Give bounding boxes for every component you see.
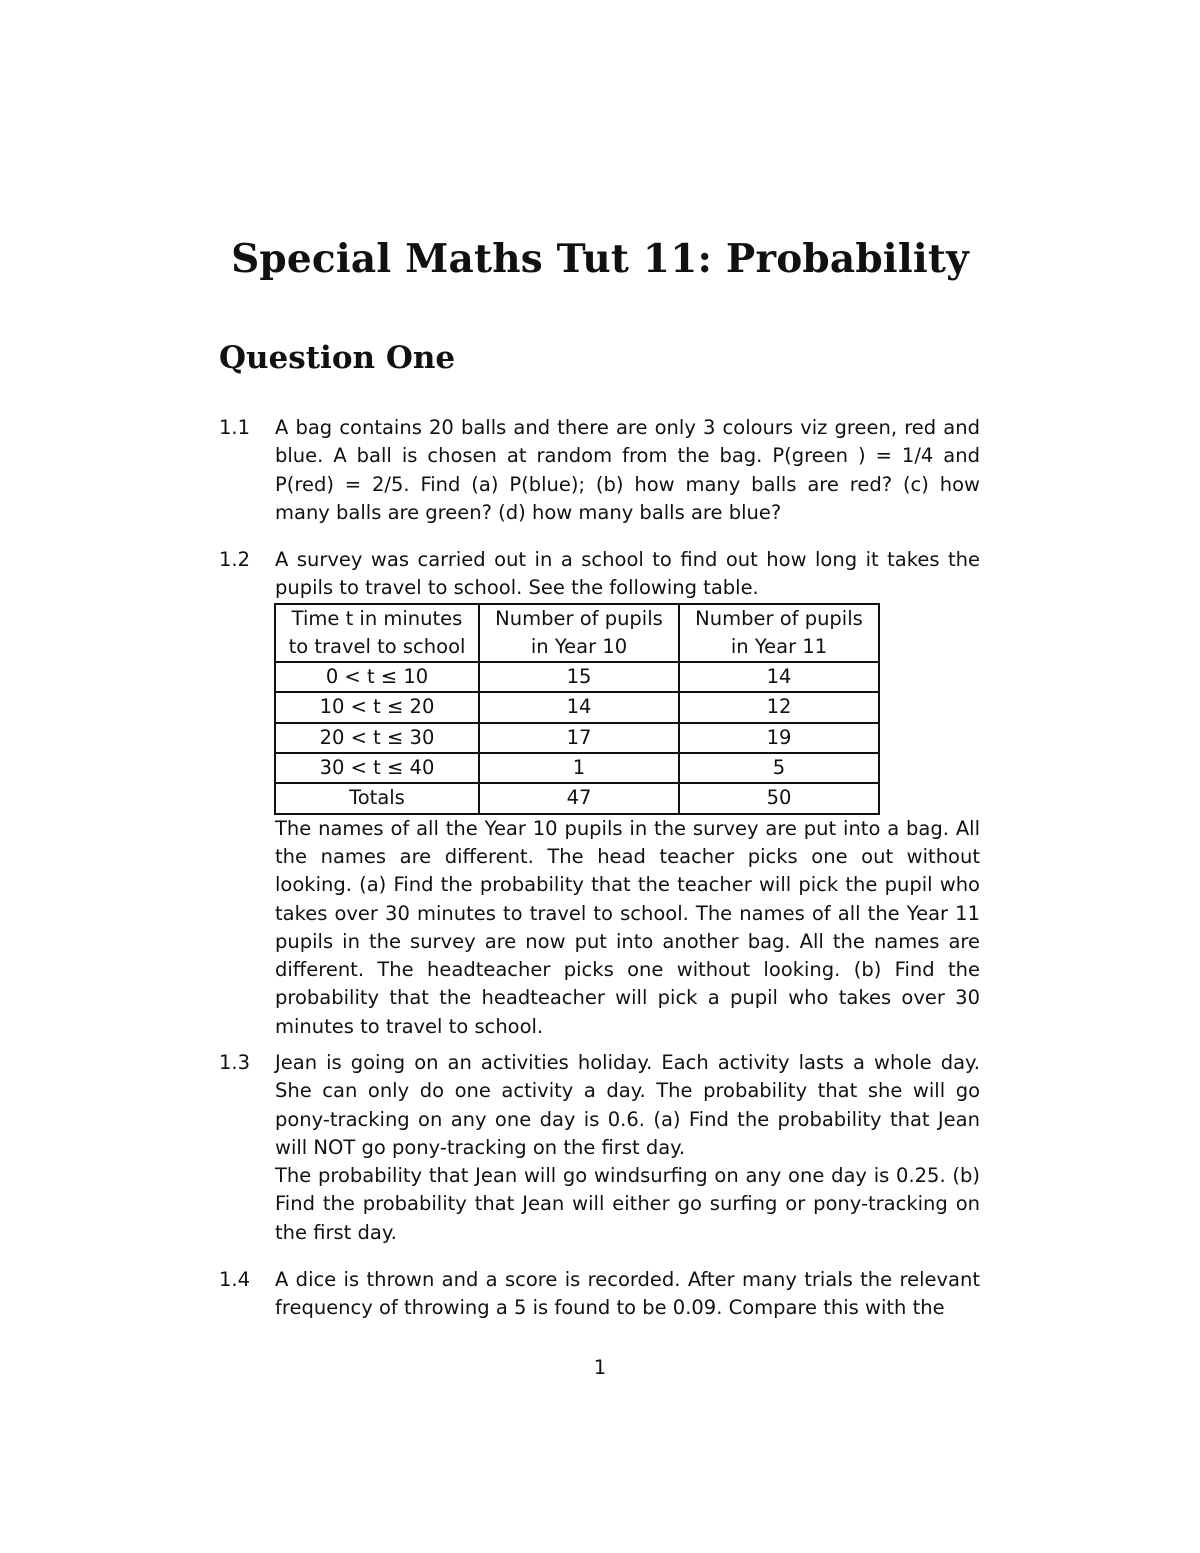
table-cell: 0 < t ≤ 10 — [275, 662, 479, 692]
table-cell: 10 < t ≤ 20 — [275, 692, 479, 722]
page-title: Special Maths Tut 11: Probability — [231, 236, 969, 282]
question-intro: A survey was carried out in a school to find out how long it takes the pupils to travel to school. See the following table. — [275, 548, 980, 600]
question-text: A bag contains 20 balls and there are only 3 colours viz green, red and blue. A ball is chosen at random from the bag. P(green ) = 1/4 and P(red) = 2/5. Find (a) P(blue); (b) how many balls are red? (c) how many balls are green? (d) how many balls are blue? — [275, 416, 980, 524]
question-1-1 — [219, 414, 980, 527]
table-header-cell: Number of pupils in Year 11 — [679, 604, 879, 663]
question-1-3 — [219, 1049, 980, 1247]
table-cell: 1 — [479, 753, 679, 783]
table-cell: 12 — [679, 692, 879, 722]
table-cell: 30 < t ≤ 40 — [275, 753, 479, 783]
table-header-row — [275, 604, 879, 663]
table-totals-row — [275, 783, 879, 813]
question-paragraph: Jean is going on an activities holiday. Each activity lasts a whole day. She can only do one activity a day. The probability that she will go pony-tracking on any one day is 0.6. (a) Find the probability that Jean will NOT go pony-tracking on the first day. — [275, 1051, 980, 1159]
table-header-cell: Number of pupils in Year 10 — [479, 604, 679, 663]
section-heading: Question One — [219, 340, 456, 376]
table-cell: 14 — [479, 692, 679, 722]
table-cell: 15 — [479, 662, 679, 692]
table-row — [275, 753, 879, 783]
table-cell: 50 — [679, 783, 879, 813]
question-number: 1.4 — [219, 1268, 251, 1291]
table-cell: Totals — [275, 783, 479, 813]
table-header-cell: Time t in minutes to travel to school — [275, 604, 479, 663]
table-cell: 20 < t ≤ 30 — [275, 723, 479, 753]
question-1-4 — [219, 1266, 980, 1323]
table-cell: 19 — [679, 723, 879, 753]
question-1-2 — [219, 546, 980, 1041]
table-row — [275, 692, 879, 722]
question-number: 1.3 — [219, 1051, 251, 1074]
question-text: A dice is thrown and a score is recorded. After many trials the relevant frequency of throwing a 5 is found to be 0.09. Compare this with the — [275, 1268, 980, 1320]
table-cell: 14 — [679, 662, 879, 692]
table-row — [275, 723, 879, 753]
question-number: 1.1 — [219, 416, 251, 439]
question-number: 1.2 — [219, 548, 251, 571]
table-row — [275, 662, 879, 692]
table-cell: 17 — [479, 723, 679, 753]
table-cell: 5 — [679, 753, 879, 783]
survey-table — [274, 603, 880, 815]
question-paragraph: The probability that Jean will go windsurfing on any one day is 0.25. (b) Find the probability that Jean will either go surfing or pony-tracking on the first day. — [275, 1164, 980, 1244]
page-number: 1 — [593, 1356, 607, 1379]
question-text: The names of all the Year 10 pupils in the survey are put into a bag. All the names are different. The head teacher picks one out without looking. (a) Find the probability that the teacher will pick the pupil who takes over 30 minutes to travel to school. The names of all the Year 11 pupils in the survey are now put into another bag. All the names are different. The headteacher picks one without looking. (b) Find the probability that the headteacher will pick a pupil who takes over 30 minutes to travel to school. — [275, 816, 980, 1038]
table-cell: 47 — [479, 783, 679, 813]
